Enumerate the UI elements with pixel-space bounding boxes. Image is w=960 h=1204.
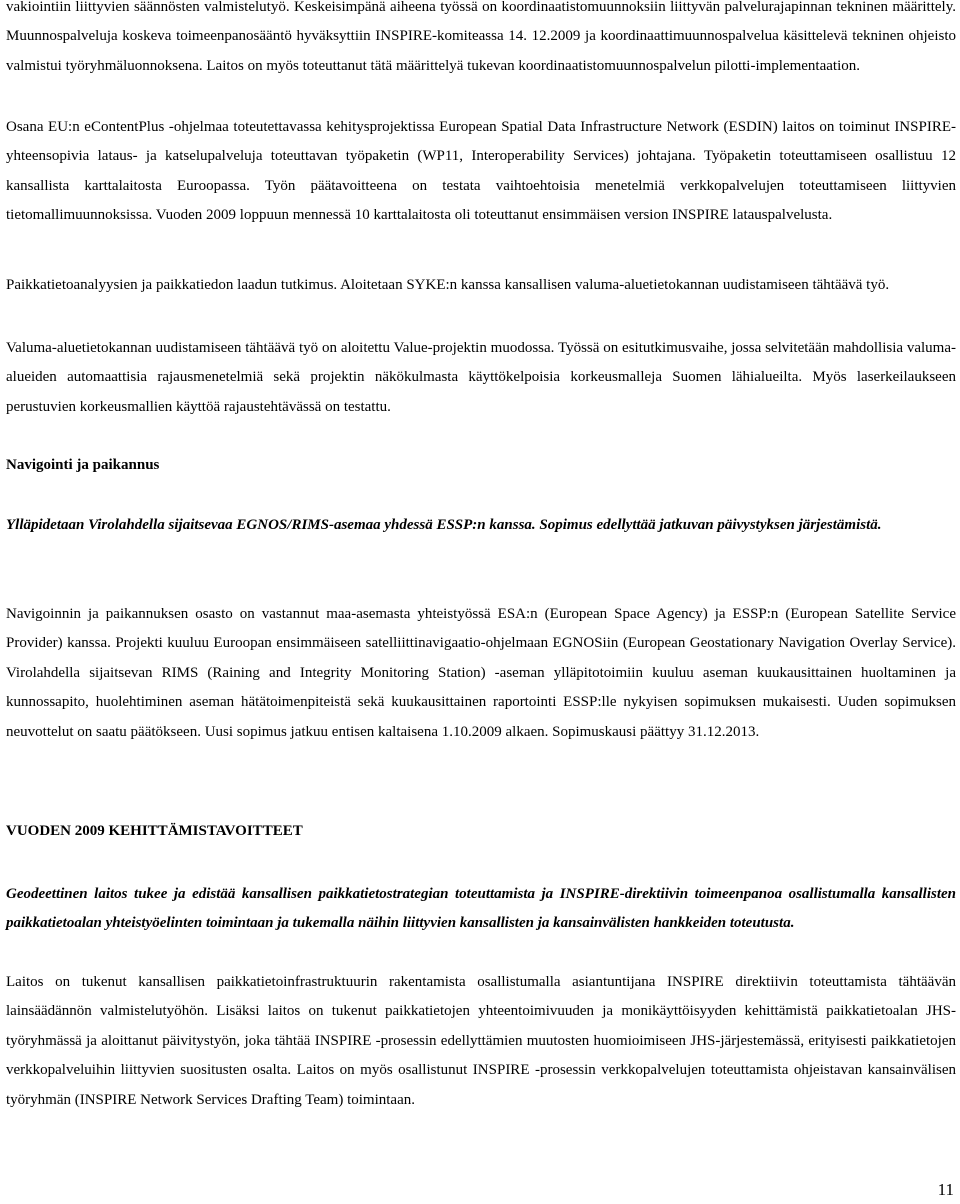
paragraph-esdin-project: Osana EU:n eContentPlus -ohjelmaa toteutettavassa kehitysprojektissa European Spatial Data Infrastructure Network (ESDIN) laitos on toiminut INSPIRE-yhteensopivia lataus- ja katselupalveluja toteuttavan työpaketin (WP11, Interoperability Services) johtajana. Työpaketin toteuttamiseen osallistuu 12 kansallista karttalaitosta Euroopassa. Työn päätavoitteena on testata vaihtoehtoisia menetelmiä verkkopalvelujen toteuttamiseen liittyvien tietomallimuunnoksissa. Vuoden 2009 loppuun mennessä 10 karttalaitosta oli toteuttanut ensimmäisen version INSPIRE latauspalvelusta. — [6, 119, 956, 224]
paragraph-inspire-support: Laitos on tukenut kansallisen paikkatietoinfrastruktuurin rakentamista osallistumalla asiantuntijana INSPIRE direktiivin toteuttamista tähtäävän lainsäädännön valmistelutyöhön. Lisäksi laitos on tukenut paikkatietojen yhteentoimivuuden ja monikäyttöisyyden kehittämistä paikkatietoalan JHS-työryhmässä ja aloittanut päivitystyön, joka tähtää INSPIRE -prosessin edellyttämien muutosten huomioimiseen JHS-järjestemässä, erityisesti paikkatietojen verkkopalveluihin liittyvien suositusten osalta. Laitos on myös osallistunut INSPIRE -prosessin verkkopalvelujen toteuttamista ohjeistavan kansainvälisen työryhmän (INSPIRE Network Services Drafting Team) toimintaan. — [6, 974, 956, 1108]
paragraph-rims-station: Navigoinnin ja paikannuksen osasto on vastannut maa-asemasta yhteistyössä ESA:n (European Space Agency) ja ESSP:n (European Satellite Service Provider) kanssa. Projekti kuuluu Euroopan ensimmäiseen satelliittinavigaatio-ohjelmaan EGNOSiin (European Geostationary Navigation Overlay Service). Virolahdella sijaitsevan RIMS (Raining and Integrity Monitoring Station) -aseman ylläpitotoimiin kuuluu aseman kuukausittainen huoltaminen ja kunnossapito, huolehtiminen aseman hätätoimenpiteistä sekä kuukausittainen raportointi ESSP:lle nykyisen sopimuksen mukaisesti. Uuden sopimuksen neuvottelut on saatu päätökseen. Uusi sopimus jatkuu entisen kaltaisena 1.10.2009 alkaen. Sopimuskausi päättyy 31.12.2013. — [6, 606, 956, 740]
goal-inspire-strategy: Geodeettinen laitos tukee ja edistää kansallisen paikkatietostrategian toteuttamista ja INSPIRE-direktiivin toimeenpanoa osallistumalla kansallisten paikkatietoalan yhteistyöelinten toimintaan ja tukemalla näihin liittyvien kansallisten ja kansainvälisten hankkeiden toteutusta. — [6, 886, 956, 932]
section-heading-development-goals: VUODEN 2009 KEHITTÄMISTAVOITTEET — [6, 823, 303, 839]
document-page — [6, 0, 956, 1204]
section-heading-navigation: Navigointi ja paikannus — [6, 457, 160, 473]
paragraph-watershed-database: Valuma-aluetietokannan uudistamiseen tähtäävä työ on aloitettu Value-projektin muodossa. Työssä on esitutkimusvaihe, jossa selvitetään mahdollisia valuma-alueiden automaattisia rajausmenetelmiä sekä projektin näkökulmasta käyttökelpoisia korkeusmalleja Suomen lähialueilta. Myös laserkeilaukseen perustuvien korkeusmallien käyttöä rajaustehtävässä on testattu. — [6, 340, 956, 415]
goal-egnos-rims: Ylläpidetaan Virolahdella sijaitsevaa EGNOS/RIMS-asemaa yhdessä ESSP:n kanssa. Sopimus edellyttää jatkuvan päivystyksen järjestämistä. — [6, 517, 882, 533]
paragraph-coordinate-transformation: vakiointiin liittyvien säännösten valmistelutyö. Keskeisimpänä aiheena työssä on koordinaatistomuunnoksiin liittyvän palvelurajapinnan tekninen määrittely. Muunnospalveluja koskeva toimeenpanosääntö hyväksyttiin INSPIRE-komiteassa 14. 12.2009 ja koordinaattimuunnospalvelua käsittelevä tekninen ohjeisto valmistui työryhmäluonnoksena. Laitos on myös toteuttanut tätä määrittelyä tukevan koordinaatistomuunnospalvelun pilotti-implementaation. — [6, 0, 956, 74]
page-number: 11 — [937, 1180, 954, 1199]
paragraph-spatial-analysis: Paikkatietoanalyysien ja paikkatiedon laadun tutkimus. Aloitetaan SYKE:n kanssa kansallisen valuma-aluetietokannan uudistamiseen tähtäävä työ. — [6, 277, 890, 293]
